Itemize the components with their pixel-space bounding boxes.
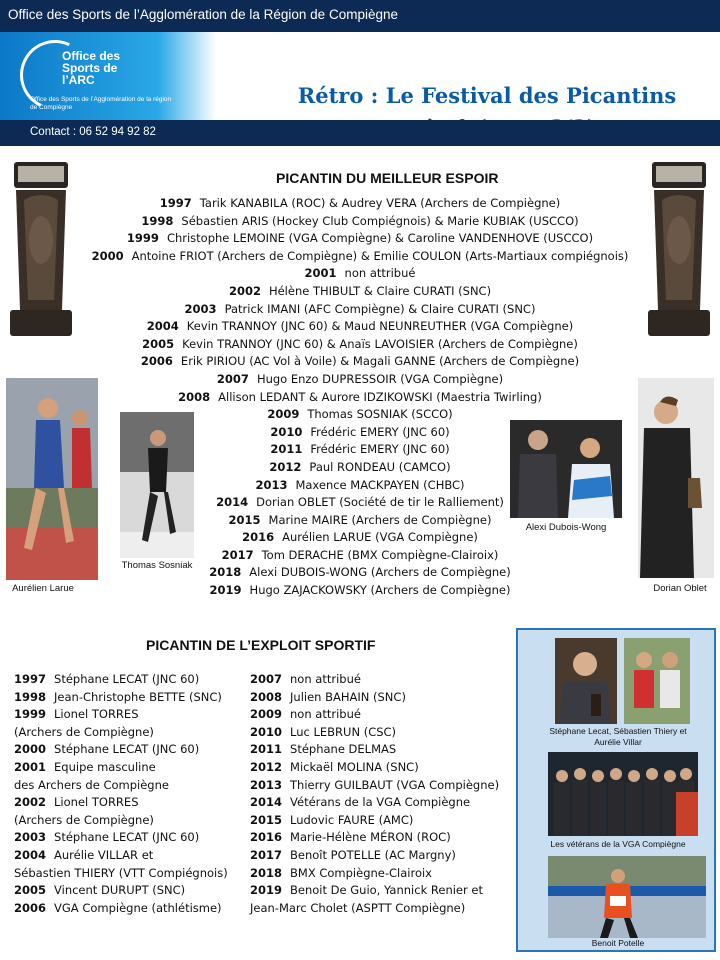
page-title-line1: Rétro : Le Festival des Picantins [297, 83, 677, 108]
exploit-entry-text: Mickaël MOLINA (SNC) [290, 759, 419, 774]
exploit-entry [14, 829, 250, 847]
exploit-entry-year: 2003 [14, 830, 47, 845]
exploit-entry [14, 794, 250, 812]
espoir-entry-text: Frédéric EMERY (JNC 60) [310, 424, 450, 439]
espoir-entry-text: Allison LEDANT & Aurore IDZIKOWSKI (Maestria Twirling) [218, 389, 542, 404]
exploit-entry [250, 900, 514, 918]
exploit-entry-year: 2012 [250, 759, 283, 774]
exploit-section-title: PICANTIN DE L’EXPLOIT SPORTIF [146, 637, 376, 653]
espoir-entry-text: Hélène THIBULT & Claire CURATI (SNC) [268, 283, 492, 298]
aurelien-larue-photo [6, 378, 98, 580]
espoir-entry-text: Thomas SOSNIAK (SCCO) [307, 407, 453, 422]
espoir-entry-year: 2007 [216, 371, 249, 386]
espoir-entry-text: non attribué [344, 266, 416, 281]
exploit-entry-year: 2002 [14, 795, 47, 810]
exploit-entry-year: 2018 [250, 865, 283, 880]
espoir-entry [50, 195, 670, 213]
espoir-entry [50, 582, 670, 600]
exploit-entry-year: 2001 [14, 759, 47, 774]
exploit-entry-text: Julien BAHAIN (SNC) [290, 689, 406, 704]
espoir-entry-year: 2005 [142, 336, 175, 351]
espoir-entry [50, 389, 670, 407]
exploit-entry-year: 1997 [14, 672, 47, 686]
espoir-entry-year: 2018 [209, 565, 242, 580]
espoir-entry [50, 371, 670, 389]
espoir-entry-text: Alexi DUBOIS-WONG (Archers de Compiègne) [249, 565, 511, 580]
espoir-entry [50, 318, 670, 336]
exploit-entry [14, 724, 250, 742]
espoir-entry [50, 213, 670, 231]
espoir-entry-year: 2010 [270, 424, 303, 439]
exploit-entry [250, 865, 514, 883]
exploit-entry [14, 759, 250, 777]
exploit-entry-text: Stéphane DELMAS [290, 742, 397, 757]
espoir-entry-year: 2013 [255, 477, 288, 492]
espoir-entry-text: Christophe LEMOINE (VGA Compiègne) & Caroline VANDENHOVE (USCCO) [166, 231, 594, 246]
exploit-entry [250, 829, 514, 847]
exploit-entry-year: 2006 [14, 900, 47, 915]
exploit-entry-text: BMX Compiègne-Clairoix [290, 865, 432, 880]
exploit-entry-text: VGA Compiègne (athlétisme) [54, 900, 222, 915]
exploit-entry-text: non attribué [290, 707, 361, 722]
exploit-entry-year: 2014 [250, 795, 283, 810]
exploit-entry-year: 2008 [250, 689, 283, 704]
exploit-entry [14, 865, 250, 883]
exploit-entry-year: 2004 [14, 847, 47, 862]
exploit-entry-text: Lionel TORRES [54, 707, 139, 722]
exploit-entry-year: 2013 [250, 777, 283, 792]
exploit-entry [250, 689, 514, 707]
espoir-entry [50, 336, 670, 354]
espoir-entry-year: 2000 [91, 248, 124, 263]
espoir-entry-year: 2003 [184, 301, 217, 316]
exploit-entry [250, 777, 514, 795]
exploit-entry [250, 812, 514, 830]
dorian-oblet-caption: Dorian Oblet [653, 583, 707, 594]
espoir-entry [50, 230, 670, 248]
exploit-entry [14, 706, 250, 724]
espoir-entry-text: Erik PIRIOU (AC Vol à Voile) & Magali GANNE (Archers de Compiègne) [180, 354, 580, 369]
espoir-entry-year: 2008 [178, 389, 211, 404]
exploit-entry [250, 706, 514, 724]
espoir-entry-year: 2014 [216, 495, 249, 510]
espoir-entry-year: 2016 [242, 530, 275, 545]
espoir-entry-text: Tom DERACHE (BMX Compiègne-Clairoix) [261, 547, 499, 562]
espoir-entry-year: 1998 [141, 213, 174, 228]
top-bar [0, 0, 720, 32]
exploit-entry [14, 882, 250, 900]
alexi-dubois-wong-caption: Alexi Dubois-Wong [525, 522, 607, 533]
benoit-potelle-photo [548, 856, 706, 938]
exploit-entry-text: Jean-Christophe BETTE (SNC) [54, 689, 222, 704]
header-banner [0, 32, 720, 120]
contact-bar [0, 120, 720, 146]
espoir-entry-year: 2001 [304, 266, 337, 281]
exploit-entry-year: 2005 [14, 883, 47, 898]
espoir-entry-year: 1997 [159, 196, 192, 210]
exploit-entry-text: des Archers de Compiègne [14, 777, 169, 792]
exploit-entry-text: Vincent DURUPT (SNC) [54, 883, 186, 898]
exploit-entry-year: 2010 [250, 724, 283, 739]
contact-text: Contact : 06 52 94 92 82 [30, 126, 156, 138]
espoir-entry [50, 248, 670, 266]
exploit-entry-text: Benoît POTELLE (AC Margny) [290, 847, 456, 862]
exploit-entry-text: Vétérans de la VGA Compiègne [290, 795, 471, 810]
exploit-entry-text: Stéphane LECAT (JNC 60) [54, 742, 200, 757]
thiery-villar-photo [624, 638, 690, 724]
logo-subtitle: Office des Sports de l’Agglomération de la région de Compiègne [30, 96, 172, 111]
espoir-entry-year: 2006 [140, 354, 173, 369]
espoir-entry-text: Maxence MACKPAYEN (CHBC) [295, 477, 465, 492]
stephane-lecat-photo [555, 638, 617, 724]
espoir-section-title: PICANTIN DU MEILLEUR ESPOIR [276, 170, 499, 186]
espoir-entry-text: Dorian OBLET (Société de tir le Ralliement) [256, 495, 504, 510]
espoir-entry-year: 2002 [228, 283, 261, 298]
exploit-entry-year: 2009 [250, 707, 283, 722]
espoir-entry-year: 2004 [146, 319, 179, 334]
aurelien-larue-caption: Aurélien Larue [12, 583, 74, 594]
exploit-photo-panel [516, 628, 716, 952]
espoir-entry-year: 2019 [209, 583, 242, 598]
espoir-entry-year: 2009 [267, 407, 300, 422]
exploit-entry-text: Thierry GUILBAUT (VGA Compiègne) [290, 777, 500, 792]
exploit-entry-year: 2019 [250, 883, 283, 898]
exploit-entry [250, 882, 514, 900]
exploit-entry-text: Stéphane LECAT (JNC 60) [54, 830, 200, 845]
exploit-entry [14, 671, 250, 689]
exploit-right-column [250, 671, 514, 917]
exploit-entry-year: 1998 [14, 689, 47, 704]
exploit-entry [250, 847, 514, 865]
logo-title: Office des Sports de l’ARC [62, 49, 121, 87]
exploit-entry-text: Equipe masculine [54, 759, 156, 774]
exploit-entry-year: 2007 [250, 672, 283, 686]
espoir-entry-year: 2017 [221, 547, 254, 562]
exploit-entry [14, 900, 250, 918]
espoir-entry-text: Sébastien ARIS (Hockey Club Compiégnois) & Marie KUBIAK (USCCO) [181, 213, 579, 228]
benoit-potelle-caption: Benoit Potelle [591, 938, 645, 948]
espoir-entry-text: Antoine FRIOT (Archers de Compiègne) & Emilie COULON (Arts-Martiaux compiégnois) [131, 248, 629, 263]
espoir-entry-year: 2015 [228, 512, 261, 527]
espoir-entry-text: Hugo Enzo DUPRESSOIR (VGA Compiègne) [256, 371, 504, 386]
lecat-thiery-villar-caption: Stéphane Lecat, Sébastien Thiery et Aurélie Villar [549, 726, 687, 747]
espoir-entry [50, 283, 670, 301]
exploit-entry [14, 689, 250, 707]
espoir-entry-text: Patrick IMANI (AFC Compiègne) & Claire CURATI (SNC) [224, 301, 536, 316]
espoir-entry [50, 301, 670, 319]
exploit-entry [250, 759, 514, 777]
exploit-entry-year: 1999 [14, 707, 47, 722]
exploit-entry-year: 2000 [14, 742, 47, 757]
espoir-entry [50, 265, 670, 283]
exploit-entry-text: Jean-Marc Cholet (ASPTT Compiègne) [250, 900, 466, 915]
espoir-entry-text: Hugo ZAJACKOWSKY (Archers de Compiègne) [249, 583, 511, 598]
espoir-entry-text: Paul RONDEAU (CAMCO) [309, 459, 451, 474]
exploit-entry-text: Aurélie VILLAR et [54, 847, 154, 862]
organization-name: Office des Sports de l’Agglomération de la Région de Compiègne [8, 7, 398, 22]
exploit-entry [250, 794, 514, 812]
exploit-entry-year: 2011 [250, 742, 283, 757]
exploit-entry [250, 671, 514, 689]
exploit-entry [14, 847, 250, 865]
espoir-entry [50, 353, 670, 371]
veterans-caption: Les vétérans de la VGA Compiègne [550, 839, 686, 849]
thomas-sosniak-caption: Thomas Sosniak [121, 560, 193, 571]
exploit-left-column [14, 671, 250, 917]
espoir-entry-year: 2012 [269, 459, 302, 474]
exploit-entry-year: 2017 [250, 847, 283, 862]
exploit-entry-text: (Archers de Compiègne) [14, 812, 154, 827]
exploit-entry-text: Benoit De Guio, Yannick Renier et [290, 883, 483, 898]
espoir-entry-text: Kevin TRANNOY (JNC 60) & Maud NEUNREUTHER (VGA Compiègne) [186, 319, 574, 334]
exploit-entry-text: Lionel TORRES [54, 795, 139, 810]
exploit-entry [14, 741, 250, 759]
espoir-entry-text: Aurélien LARUE (VGA Compiègne) [282, 530, 478, 545]
espoir-entry-year: 1999 [126, 231, 159, 246]
thomas-sosniak-photo [120, 412, 194, 558]
exploit-entry-text: Luc LEBRUN (CSC) [290, 724, 397, 739]
exploit-entry [250, 724, 514, 742]
exploit-entry [14, 777, 250, 795]
exploit-entry-text: Ludovic FAURE (AMC) [290, 812, 414, 827]
alexi-dubois-wong-photo [510, 420, 622, 518]
dorian-oblet-photo [638, 378, 714, 578]
espoir-entry-text: Kevin TRANNOY (JNC 60) & Anaïs LAVOISIER (Archers de Compiègne) [182, 336, 578, 351]
exploit-entry-text: Stéphane LECAT (JNC 60) [54, 672, 200, 686]
exploit-entry-year: 2015 [250, 812, 283, 827]
exploit-entry-text: Marie-Hélène MÉRON (ROC) [290, 830, 451, 845]
espoir-entry-text: Marine MAIRE (Archers de Compiègne) [268, 512, 492, 527]
espoir-entry-year: 2011 [270, 442, 303, 457]
veterans-vga-photo [548, 752, 698, 836]
exploit-entry-year: 2016 [250, 830, 283, 845]
exploit-entry-text: non attribué [290, 672, 361, 686]
exploit-entry-text: Sébastien THIERY (VTT Compiégnois) [14, 865, 228, 880]
exploit-entry [250, 741, 514, 759]
exploit-entry [14, 812, 250, 830]
espoir-entry-text: Tarik KANABILA (ROC) & Audrey VERA (Archers de Compiègne) [199, 196, 561, 210]
espoir-entry-text: Frédéric EMERY (JNC 60) [310, 442, 450, 457]
exploit-entry-text: (Archers de Compiègne) [14, 724, 154, 739]
